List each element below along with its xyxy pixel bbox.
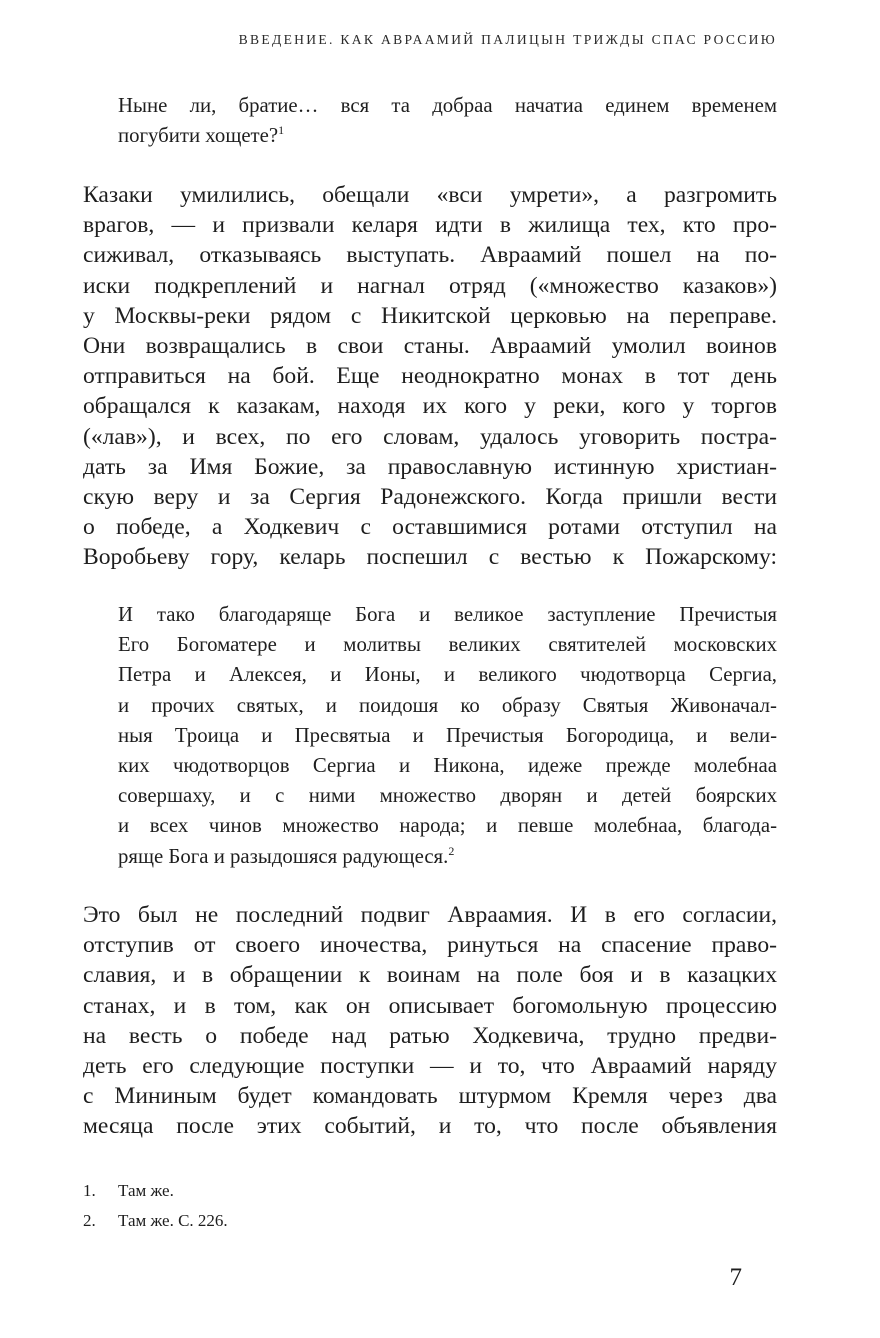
body-paragraph-1	[83, 180, 777, 573]
quote-line: Его Богоматере и молитвы великих святителей московских	[118, 633, 777, 657]
quote-line: ныя Троица и Пресвятыа и Пречистыя Богородица, и вели-	[118, 723, 777, 747]
quote-line: Ныне ли, братие… вся та добраа начатиа единем временем	[118, 94, 777, 117]
text-line: врагов, — и призвали келаря идти в жилища тех, кто про-	[83, 212, 777, 239]
footnote-text: Там же. С. 226.	[118, 1211, 228, 1230]
footnote-number: 2.	[83, 1211, 96, 1230]
text-line: сиживал, отказываясь выступать. Авраамий пошел на по-	[83, 242, 777, 269]
quote-line-last: ряще Бога и разыдошяся радующеся.$^2$	[118, 843, 455, 868]
text-line: отправиться на бой. Еще неоднократно монах в тот день	[83, 363, 777, 390]
footnote-ref-2: 2	[448, 843, 455, 858]
block-quote-1	[118, 91, 777, 151]
quote-line: ких чюдотворцов Сергиа и Никона, идеже прежде молебнаа	[118, 754, 777, 778]
block-quote-2	[118, 600, 777, 872]
quote-line: И тако благодаряще Бога и великое заступление Пречистыя	[118, 603, 777, 626]
quote-line: Петра и Алексея, и Ионы, и великого чюдотворца Сергиа,	[118, 663, 777, 687]
text-line: деть его следующие поступки — и то, что Авраамий наряду	[83, 1053, 777, 1080]
text-line: с Мининым будет командовать штурмом Кремля через два	[83, 1083, 777, 1110]
text-line: («лав»), и всех, по его словам, удалось уговорить постра-	[83, 423, 777, 450]
text-line: о победе, а Ходкевич с оставшимися ротами отступил на	[83, 514, 777, 541]
text-line: иски подкреплений и нагнал отряд («множество казаков»)	[83, 272, 777, 299]
footnote-text: Там же.	[118, 1181, 174, 1200]
text-line: отступив от своего иночества, ринуться на спасение право-	[83, 932, 777, 959]
text-line: месяца после этих событий, и то, что после объявления	[83, 1113, 777, 1140]
quote-line-last: погубити хощете?$^1$	[118, 123, 285, 148]
text-line: славия, и в обращении к воинам на поле боя и в казацких	[83, 962, 777, 989]
text-line: дать за Имя Божие, за православную истинную христиан-	[83, 453, 777, 480]
text-line: Воробьеву гору, келарь поспешил с вестью к Пожарскому:	[83, 544, 777, 571]
text-line: Это был не последний подвиг Авраамия. И в его согласии,	[83, 902, 777, 928]
quote-line: и прочих святых, и поидошя ко образу Святыя Живоначал-	[118, 693, 777, 717]
running-head: ВВЕДЕНИЕ. КАК АВРААМИЙ ПАЛИЦЫН ТРИЖДЫ СПАС РОССИЮ	[238, 32, 777, 47]
body-paragraph-2	[83, 900, 777, 1142]
footnote-2	[83, 1206, 228, 1236]
footnote-number: 1.	[83, 1181, 96, 1200]
quote-line: совершаху, и с ними множество дворян и детей боярских	[118, 784, 777, 808]
text-line: на весть о победе над ратью Ходкевича, трудно предви-	[83, 1022, 777, 1049]
footnote-1	[83, 1176, 228, 1206]
text-line: у Москвы-реки рядом с Никитской церковью на переправе.	[83, 302, 777, 329]
page-number: 7	[729, 1264, 742, 1291]
text-line: обращался к казакам, находя их кого у реки, кого у торгов	[83, 393, 777, 420]
footnote-ref-1: 1	[278, 123, 285, 138]
quote-line: и всех чинов множество народа; и певше молебнаа, благода-	[118, 814, 777, 838]
text-line: Они возвращались в свои станы. Авраамий умолил воинов	[83, 333, 777, 360]
text-line: скую веру и за Сергия Радонежского. Когда пришли вести	[83, 484, 777, 511]
footnotes	[83, 1176, 228, 1236]
text-line: Казаки умилились, обещали «вси умрети», а разгромить	[83, 182, 777, 208]
text-line: станах, и в том, как он описывает богомольную процессию	[83, 992, 777, 1019]
